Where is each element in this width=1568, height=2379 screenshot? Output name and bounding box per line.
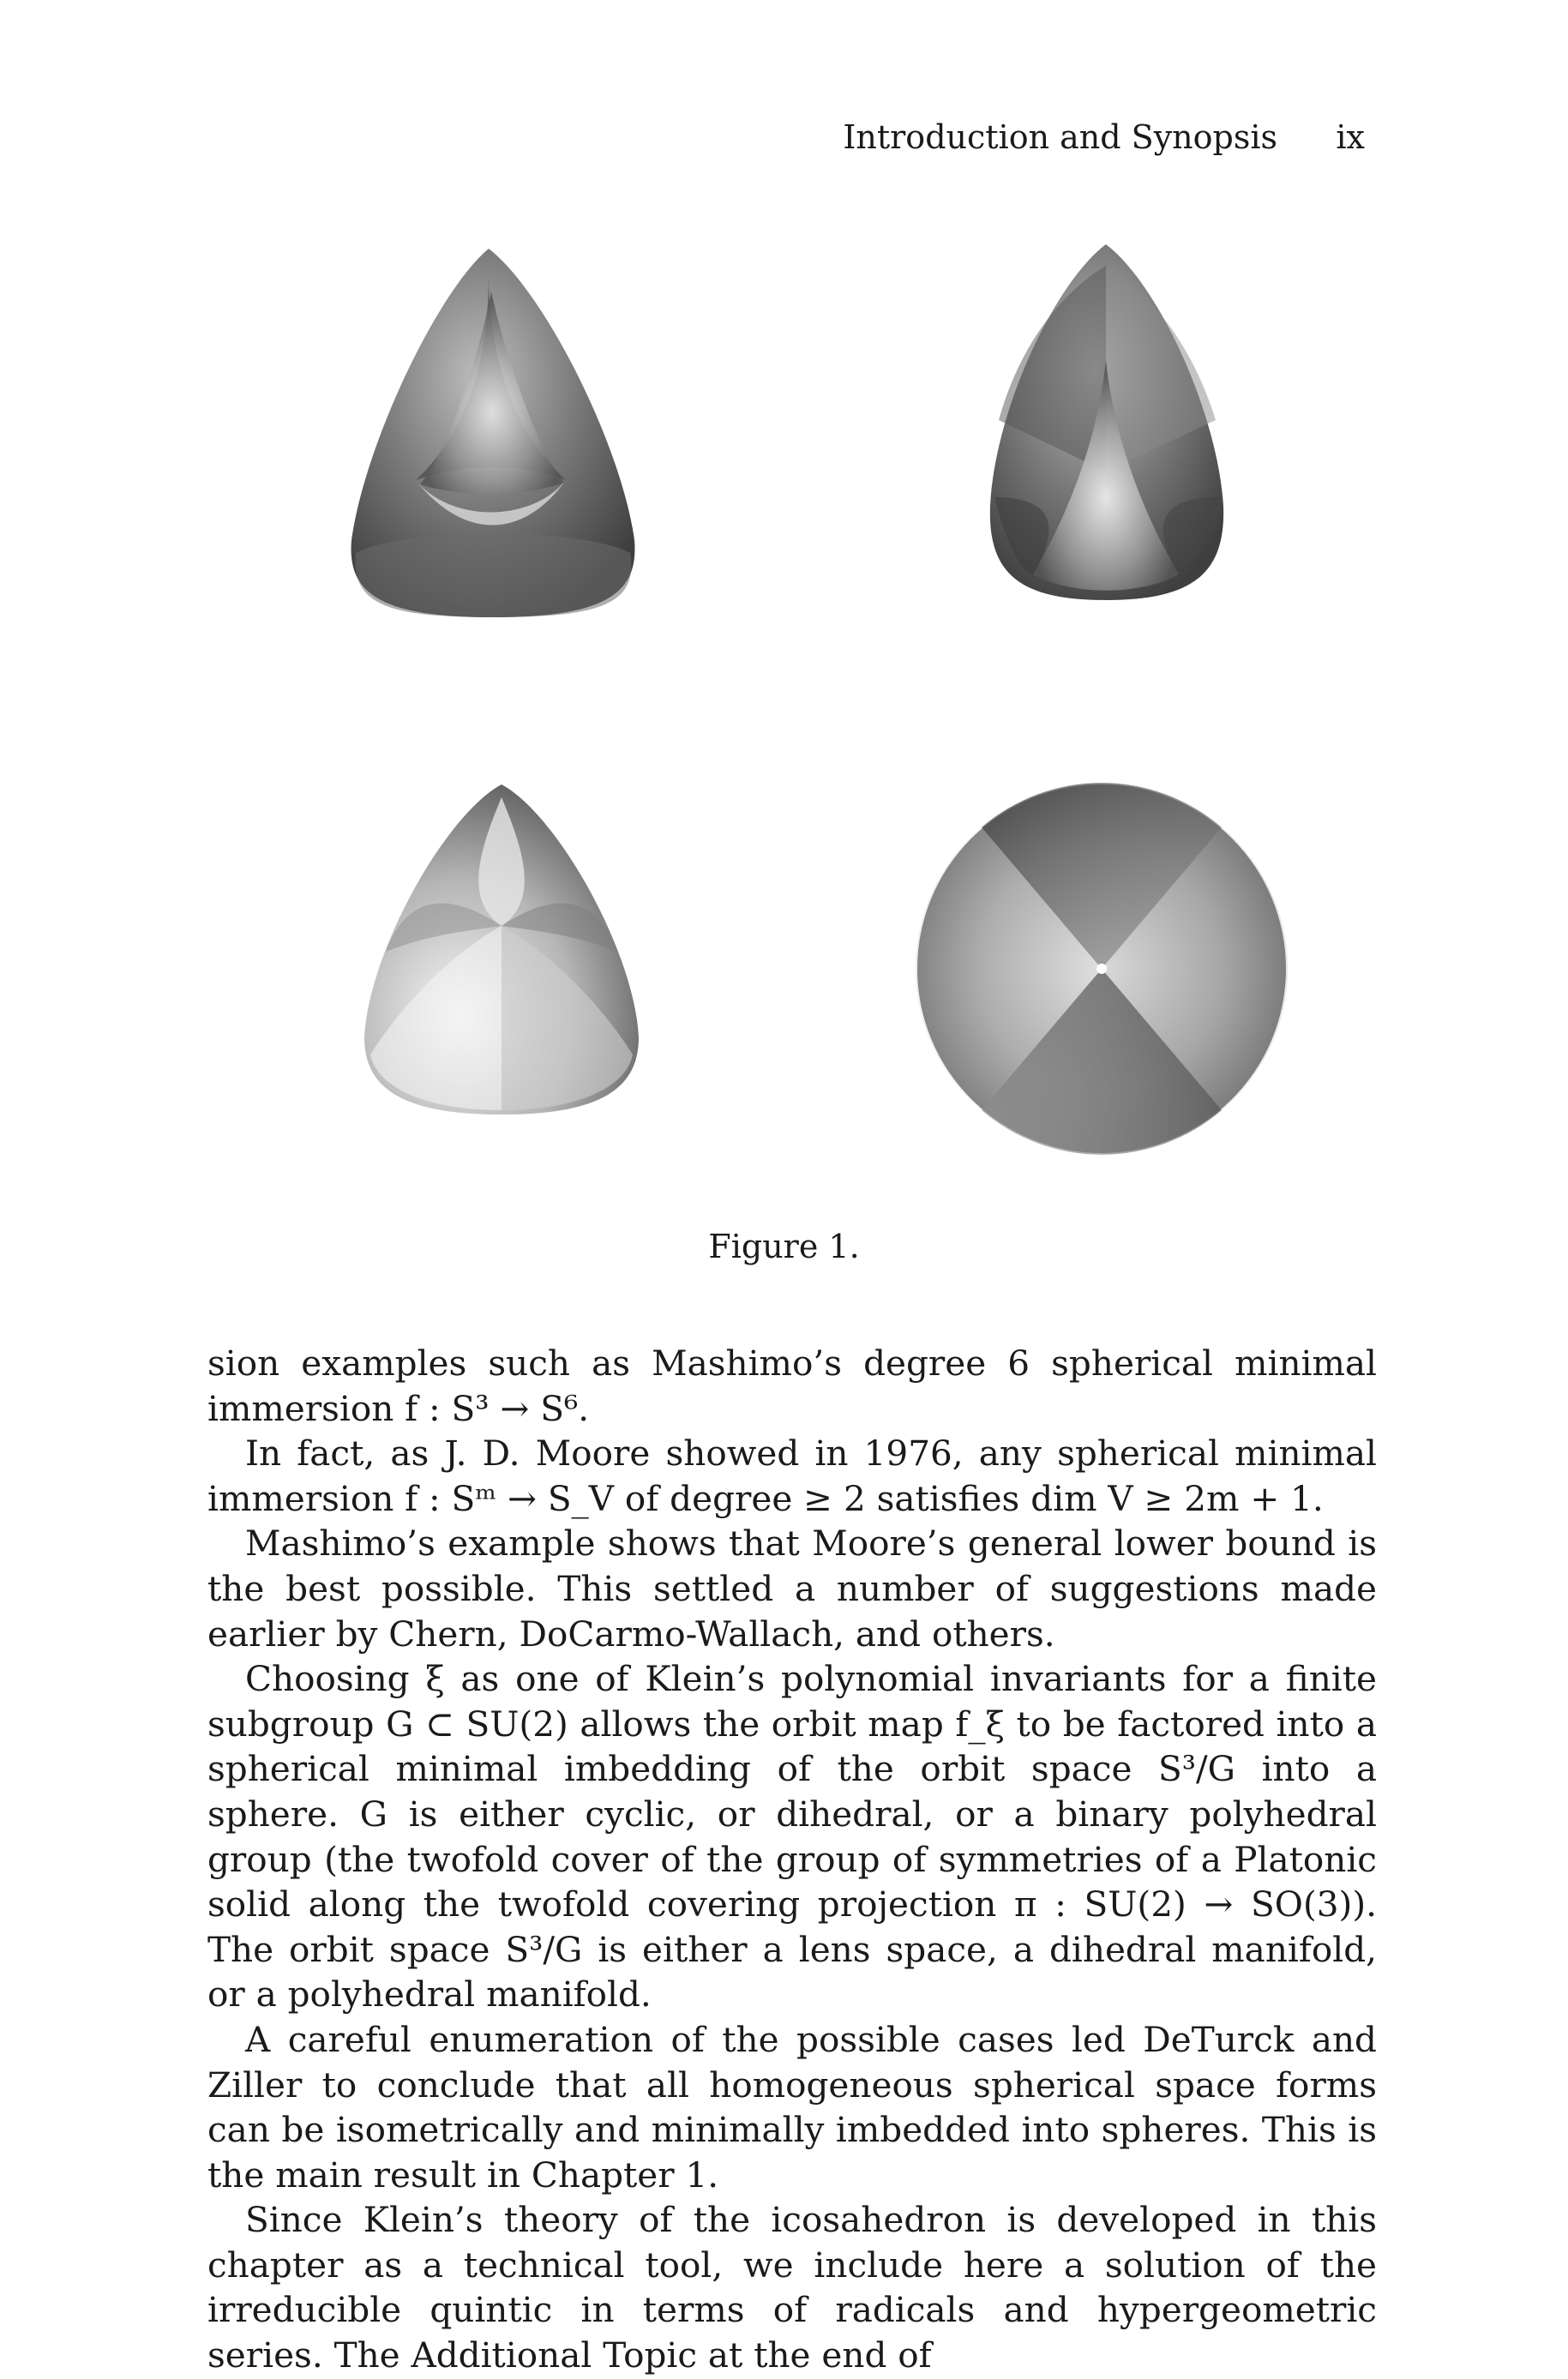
surface-top-right (990, 244, 1223, 600)
surface-bottom-left (364, 784, 639, 1114)
paragraph: Since Klein’s theory of the icosahedron is developed in this chapter as a technical tool, we include here a solution of the irreducible quintic in terms of radicals and hypergeometric series. The Additional Topic at the end of (207, 2199, 1377, 2376)
running-title: Introduction and Synopsis (843, 118, 1277, 156)
paragraph: Mashimo’s example shows that Moore’s general lower bound is the best possible. This settled a number of suggestions made earlier by Chern, DoCarmo-Wallach, and others. (207, 1523, 1377, 1655)
surface-top-left (351, 249, 635, 617)
paragraph: Choosing ξ as one of Klein’s polynomial invariants for a finite subgroup G ⊂ SU(2) allows the orbit map f_ξ to be factored into a spherical minimal imbedding of the orbit space S³/G into a sphere. G is either cyclic, or dihedral, or a binary polyhedral group (the twofold cover of the group of symmetries of a Platonic solid along the twofold covering projection π : SU(2) → SO(3)). The orbit space S³/G is either a lens space, a dihedral manifold, or a polyhedral manifold. (207, 1658, 1377, 2016)
paragraph: A careful enumeration of the possible cases led DeTurck and Ziller to conclude that all homogeneous spherical space forms can be isometrically and minimally imbedded into spheres. This is the main result in Chapter 1. (207, 2018, 1377, 2196)
paragraph: In fact, as J. D. Moore showed in 1976, any spherical minimal immersion f : Sᵐ → S_V of degree ≥ 2 satisfies dim V ≥ 2m + 1. (207, 1433, 1377, 1519)
figure-1 (206, 214, 1380, 1243)
surface-bottom-right (916, 783, 1288, 1155)
figure-caption: Figure 1. (708, 1228, 860, 1265)
body-text (207, 1341, 1377, 2378)
page-number: ix (1336, 118, 1365, 156)
figure-illustration (206, 214, 1380, 1243)
running-header (206, 118, 1380, 170)
paragraph: sion examples such as Mashimo’s degree 6 spherical minimal immersion f : S³ → S⁶. (207, 1343, 1377, 1429)
